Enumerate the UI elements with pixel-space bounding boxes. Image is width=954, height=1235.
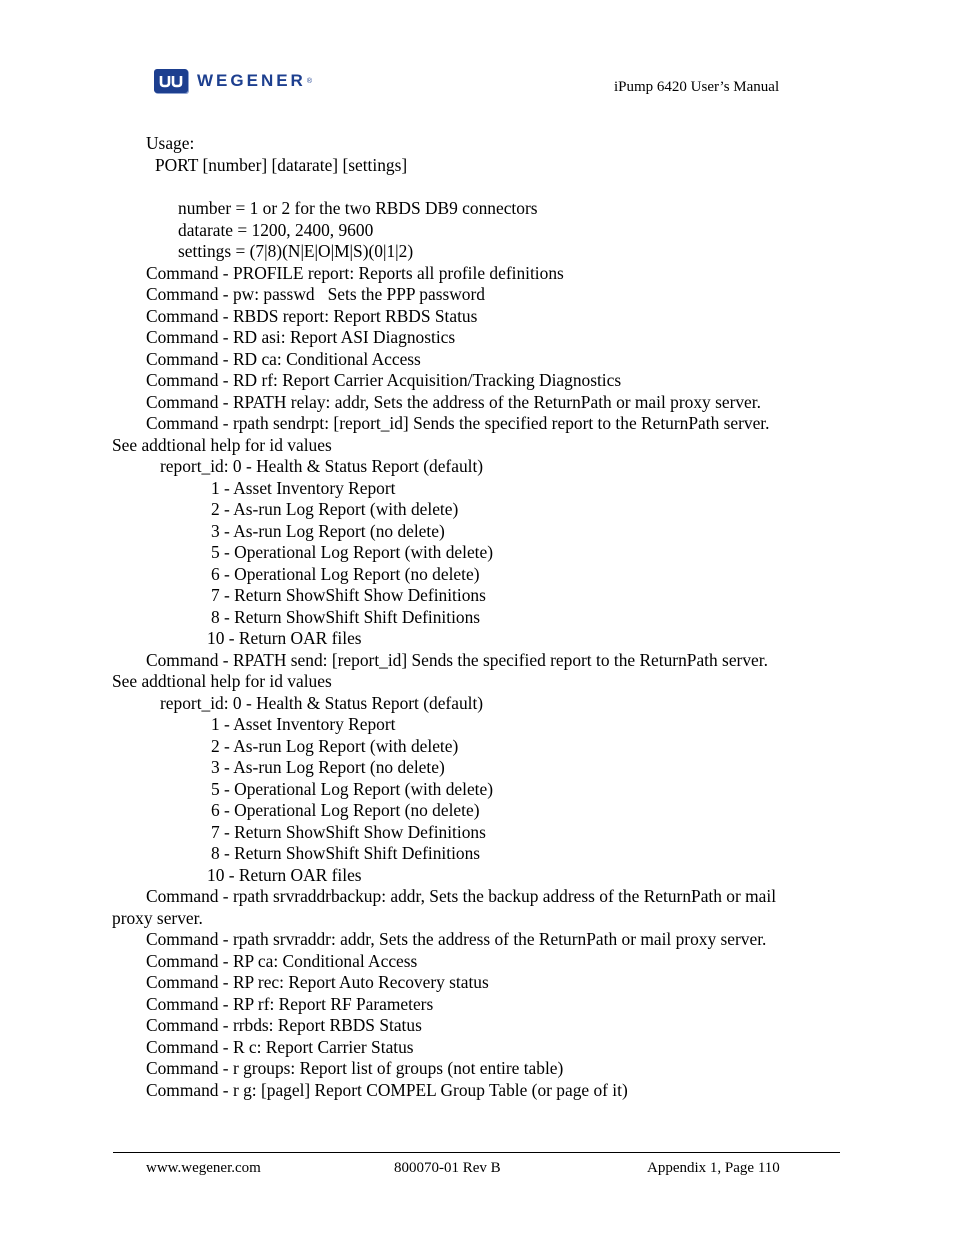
report-id-line: 3 - As-run Log Report (no delete) (211, 521, 445, 541)
report-id-line: 7 - Return ShowShift Show Definitions (211, 822, 486, 842)
report-id-line: 3 - As-run Log Report (no delete) (211, 757, 445, 777)
report-id-line: 10 - Return OAR files (207, 628, 362, 648)
footer-website: www.wegener.com (146, 1160, 261, 1176)
wegener-logo (154, 68, 312, 94)
command-continuation: proxy server. (112, 908, 203, 928)
command-line: Command - PROFILE report: Reports all profile definitions (146, 263, 564, 283)
param-datarate: datarate = 1200, 2400, 9600 (178, 220, 374, 240)
command-line: Command - pw: passwd Sets the PPP password (146, 284, 485, 304)
report-id-line: 8 - Return ShowShift Shift Definitions (211, 843, 481, 863)
command-line: Command - RD rf: Report Carrier Acquisition/Tracking Diagnostics (146, 370, 622, 390)
footer-divider (113, 1152, 840, 1153)
manual-title: iPump 6420 User’s Manual (614, 79, 780, 95)
report-id-line: report_id: 0 - Health & Status Report (default) (160, 693, 484, 713)
report-id-line: report_id: 0 - Health & Status Report (default) (160, 456, 484, 476)
command-line: Command - RPATH send: [report_id] Sends the specified report to the ReturnPath server. (146, 650, 768, 670)
command-line: Command - RP ca: Conditional Access (146, 951, 418, 971)
command-line: Command - RP rec: Report Auto Recovery status (146, 972, 489, 992)
command-line: Command - RD asi: Report ASI Diagnostics (146, 327, 456, 347)
report-id-line: 8 - Return ShowShift Shift Definitions (211, 607, 481, 627)
report-id-line: 2 - As-run Log Report (with delete) (211, 499, 459, 519)
command-line: Command - rpath sendrpt: [report_id] Sends the specified report to the ReturnPath server. (146, 413, 770, 433)
logo-registered-mark: ® (306, 77, 313, 85)
command-line: Command - r groups: Report list of groups (not entire table) (146, 1058, 564, 1078)
usage-syntax: PORT [number] [datarate] [settings] (155, 155, 408, 175)
command-line: Command - R c: Report Carrier Status (146, 1037, 414, 1057)
usage-heading: Usage: (146, 133, 195, 153)
command-line: Command - RBDS report: Report RBDS Status (146, 306, 478, 326)
report-id-line: 10 - Return OAR files (207, 865, 362, 885)
command-line: Command - r g: [pagel] Report COMPEL Group Table (or page of it) (146, 1080, 628, 1100)
wegener-logo-icon (154, 69, 188, 93)
report-id-line: 6 - Operational Log Report (no delete) (211, 564, 480, 584)
command-line: Command - rrbds: Report RBDS Status (146, 1015, 422, 1035)
command-line: Command - RPATH relay: addr, Sets the address of the ReturnPath or mail proxy server. (146, 392, 761, 412)
command-continuation: See addtional help for id values (112, 671, 332, 691)
command-line: Command - rpath srvraddrbackup: addr, Sets the backup address of the ReturnPath or mail (146, 886, 777, 906)
command-line: Command - RP rf: Report RF Parameters (146, 994, 434, 1014)
report-id-line: 1 - Asset Inventory Report (211, 714, 396, 734)
report-id-line: 7 - Return ShowShift Show Definitions (211, 585, 486, 605)
report-id-line: 1 - Asset Inventory Report (211, 478, 396, 498)
logo-text: WEGENER (197, 71, 306, 90)
report-id-line: 2 - As-run Log Report (with delete) (211, 736, 459, 756)
footer-page-label: Appendix 1, Page 110 (647, 1160, 780, 1176)
command-continuation: See addtional help for id values (112, 435, 332, 455)
footer-doc-number: 800070-01 Rev B (394, 1160, 501, 1176)
param-number: number = 1 or 2 for the two RBDS DB9 connectors (178, 198, 538, 218)
report-id-line: 6 - Operational Log Report (no delete) (211, 800, 480, 820)
report-id-line: 5 - Operational Log Report (with delete) (211, 542, 494, 562)
command-line: Command - RD ca: Conditional Access (146, 349, 421, 369)
command-line: Command - rpath srvraddr: addr, Sets the address of the ReturnPath or mail proxy server. (146, 929, 767, 949)
report-id-line: 5 - Operational Log Report (with delete) (211, 779, 494, 799)
param-settings: settings = (7|8)(N|E|O|M|S)(0|1|2) (178, 241, 414, 261)
